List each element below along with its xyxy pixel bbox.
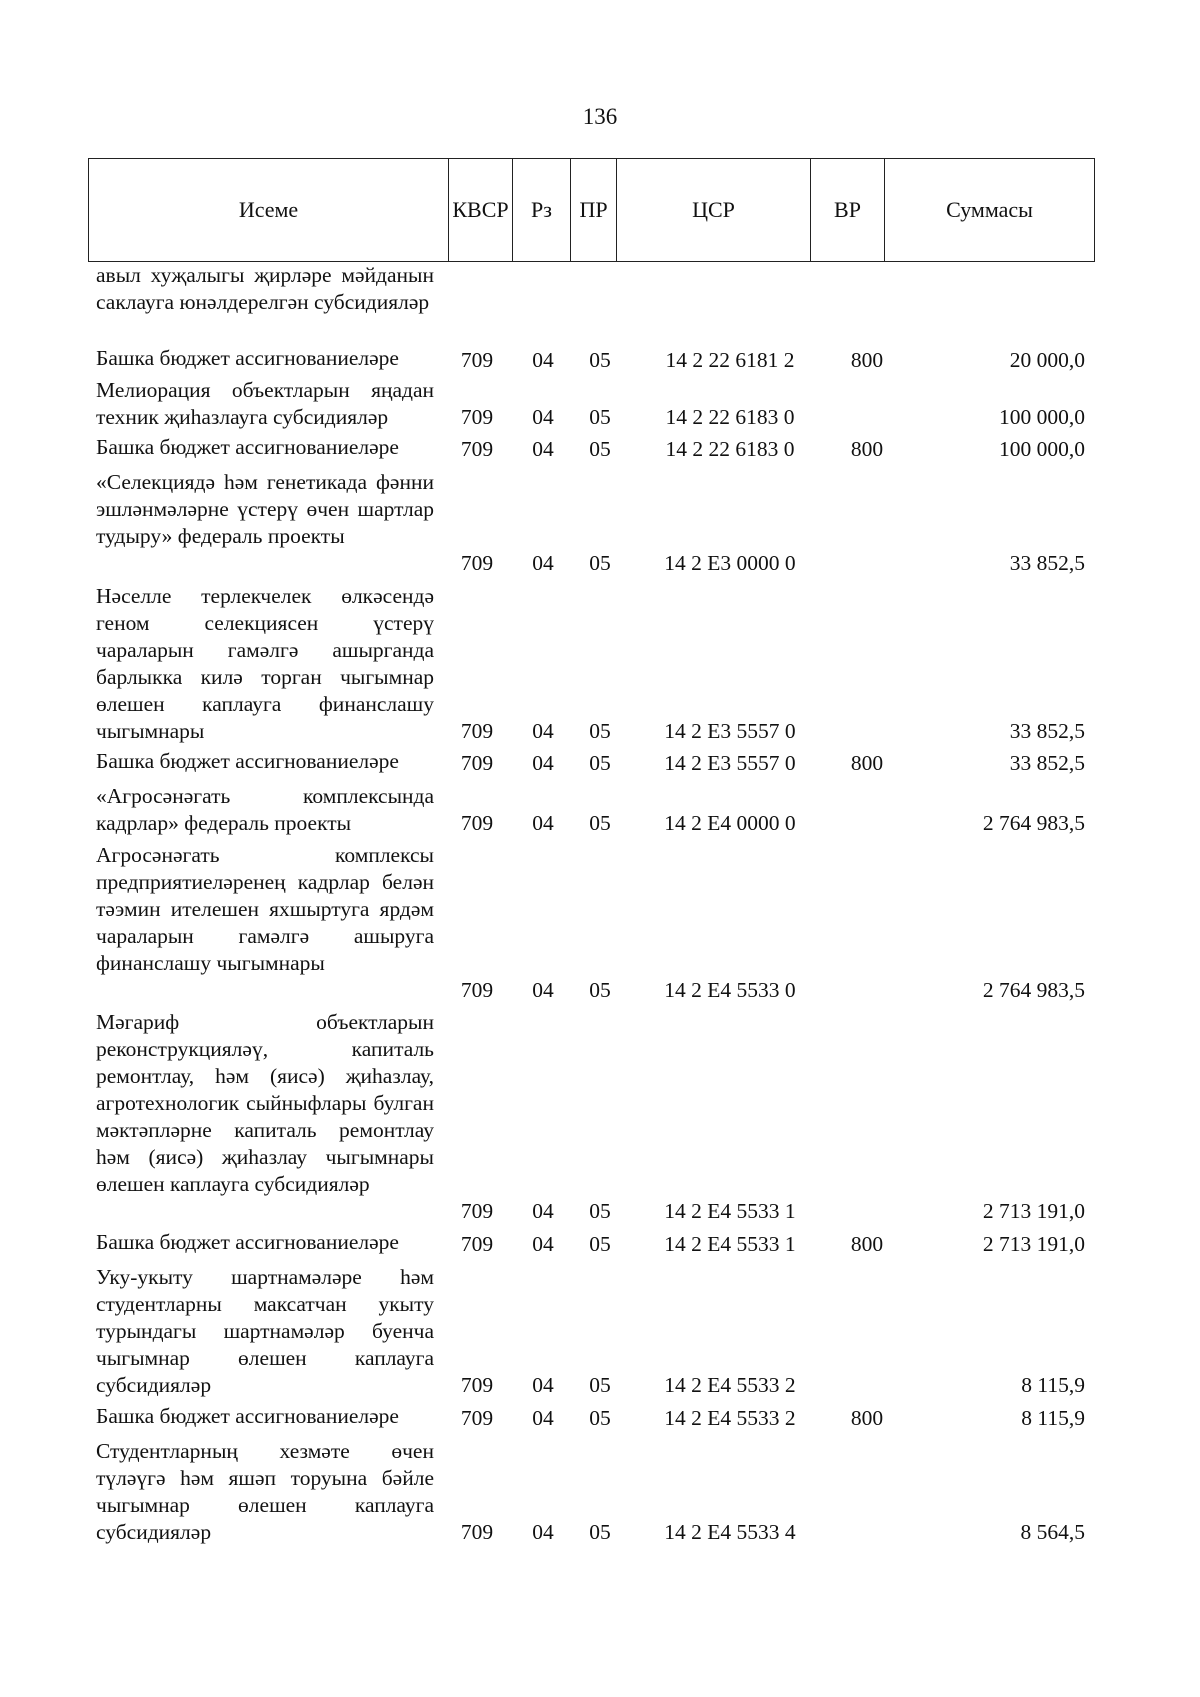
row-kvsr: 709 [460,437,494,461]
row-sum: 33 852,5 [1009,751,1085,775]
row-pr: 05 [589,1199,611,1223]
row-sum: 8 115,9 [1021,1373,1085,1397]
row-rz: 04 [532,978,554,1002]
table-row [0,583,1200,745]
row-csr: 14 2 E3 5557 0 [664,719,796,743]
row-name: Уку-укыту шартнамәләре һәм студентларны максатчан укыту турындагы шартнамәләр буенча чыгымнар өлешен каплауга субсидияләр [96,1265,434,1397]
row-rz: 04 [532,1520,554,1544]
row-vr: 800 [850,751,884,775]
row-pr: 05 [589,751,611,775]
column-header-vr: ВР [811,159,885,262]
row-pr: 05 [589,1520,611,1544]
table-row [0,345,1200,374]
row-pr: 05 [589,978,611,1002]
row-kvsr: 709 [460,751,494,775]
row-sum: 2 764 983,5 [982,978,1085,1002]
row-kvsr: 709 [460,1406,494,1430]
row-rz: 04 [532,1406,554,1430]
table-row [0,377,1200,431]
column-header-csr: ЦСР [617,159,811,262]
row-sum: 2 764 983,5 [982,811,1085,835]
row-csr: 14 2 E4 5533 1 [664,1232,796,1256]
row-name: Башка бюджет ассигнованиеләре [96,346,399,370]
table-row [0,1229,1200,1258]
table-row [0,748,1200,777]
row-rz: 04 [532,551,554,575]
row-rz: 04 [532,811,554,835]
row-vr: 800 [850,348,884,372]
row-sum: 33 852,5 [1009,551,1085,575]
row-pr: 05 [589,811,611,835]
row-csr: 14 2 E4 5533 2 [664,1373,796,1397]
row-csr: 14 2 22 6183 0 [665,405,795,429]
table-row [0,262,1200,343]
row-vr: 800 [850,437,884,461]
row-kvsr: 709 [460,348,494,372]
row-pr: 05 [589,1373,611,1397]
table-row [0,842,1200,1004]
row-csr: 14 2 22 6181 2 [665,348,795,372]
row-kvsr: 709 [460,1199,494,1223]
row-name: Башка бюджет ассигнованиеләре [96,435,399,459]
row-sum: 33 852,5 [1009,719,1085,743]
row-rz: 04 [532,437,554,461]
row-name: Башка бюджет ассигнованиеләре [96,1230,399,1254]
row-kvsr: 709 [460,811,494,835]
row-csr: 14 2 22 6183 0 [665,437,795,461]
row-sum: 100 000,0 [999,437,1085,461]
row-csr: 14 2 E4 5533 1 [664,1199,796,1223]
row-name: «Агросәнәгать комплексында кадрлар» федераль проекты [96,784,434,835]
table-body [0,262,1200,1546]
table-row [0,1438,1200,1546]
column-header-kvsr: КВСР [449,159,513,262]
row-csr: 14 2 E4 5533 2 [664,1406,796,1430]
row-rz: 04 [532,348,554,372]
row-csr: 14 2 E4 5533 0 [664,978,796,1002]
page-number: 136 [582,104,618,129]
row-name: «Селекциядә һәм генетикада фәнни эшләнмәләрне үстерү өчен шартлар тудыру» федераль проекты [96,470,434,548]
row-vr: 800 [850,1232,884,1256]
table-row [0,469,1200,577]
row-name: Мелиорация объектларын яңадан техник җиһазлауга субсидияләр [96,378,434,429]
column-header-name: Исеме [89,159,449,262]
column-header-sum: Суммасы [885,159,1095,262]
row-name: Башка бюджет ассигнованиеләре [96,1404,399,1428]
row-sum: 2 713 191,0 [982,1199,1085,1223]
column-header-rz: Рз [513,159,571,262]
table-row [0,1009,1200,1225]
row-rz: 04 [532,719,554,743]
row-rz: 04 [532,1199,554,1223]
table-row [0,1403,1200,1432]
row-pr: 05 [589,348,611,372]
row-rz: 04 [532,751,554,775]
row-rz: 04 [532,405,554,429]
row-sum: 2 713 191,0 [982,1232,1085,1256]
row-kvsr: 709 [460,551,494,575]
row-pr: 05 [589,437,611,461]
row-name: Нәселле терлекчелек өлкәсендә геном селекциясен үстерү чараларын гамәлгә ашырганда барлыкка килә торган чыгымнар өлешен каплауга финанслашу чыгымнары [96,584,434,743]
row-csr: 14 2 E3 5557 0 [664,751,796,775]
row-pr: 05 [589,551,611,575]
row-vr: 800 [850,1406,884,1430]
row-kvsr: 709 [460,978,494,1002]
table-row [0,434,1200,463]
row-csr: 14 2 E4 5533 4 [664,1520,796,1544]
row-sum: 8 115,9 [1021,1406,1085,1430]
row-pr: 05 [589,1406,611,1430]
row-rz: 04 [532,1232,554,1256]
row-name: Студентларның хезмәте өчен түләүгә һәм яшәп торуына бәйле чыгымнар өлешен каплауга субсидияләр [96,1439,434,1544]
row-sum: 8 564,5 [1020,1520,1085,1544]
column-header-pr: ПР [571,159,617,262]
row-sum: 100 000,0 [999,405,1085,429]
row-kvsr: 709 [460,1373,494,1397]
table-row [0,1264,1200,1399]
row-kvsr: 709 [460,405,494,429]
row-name: Башка бюджет ассигнованиеләре [96,749,399,773]
row-sum: 20 000,0 [1009,348,1085,372]
row-pr: 05 [589,405,611,429]
row-name: авыл хуҗалыгы җирләре мәйданын саклауга юнәлдерелгән субсидияләр [96,263,434,314]
table-row [0,783,1200,837]
row-rz: 04 [532,1373,554,1397]
row-name: Мәгариф объектларын реконструкцияләү, капиталь ремонтлау, һәм (яисә) җиһазлау, агротехнологик сыйныфлары булган мәктәпләрне капиталь ремонтлау һәм (яисә) җиһазлау чыгымнары өлешен каплауга субсидияләр [96,1010,434,1196]
row-pr: 05 [589,1232,611,1256]
row-kvsr: 709 [460,1520,494,1544]
row-name: Агросәнәгать комплексы предприятиеләренең кадрлар белән тәэмин ителешен яхшыртуга ярдәм чараларын гамәлгә ашыруга финанслашу чыгымнары [96,843,434,975]
row-kvsr: 709 [460,1232,494,1256]
row-csr: 14 2 E4 0000 0 [664,811,796,835]
row-csr: 14 2 E3 0000 0 [664,551,796,575]
row-kvsr: 709 [460,719,494,743]
table-header [88,158,1095,262]
row-pr: 05 [589,719,611,743]
